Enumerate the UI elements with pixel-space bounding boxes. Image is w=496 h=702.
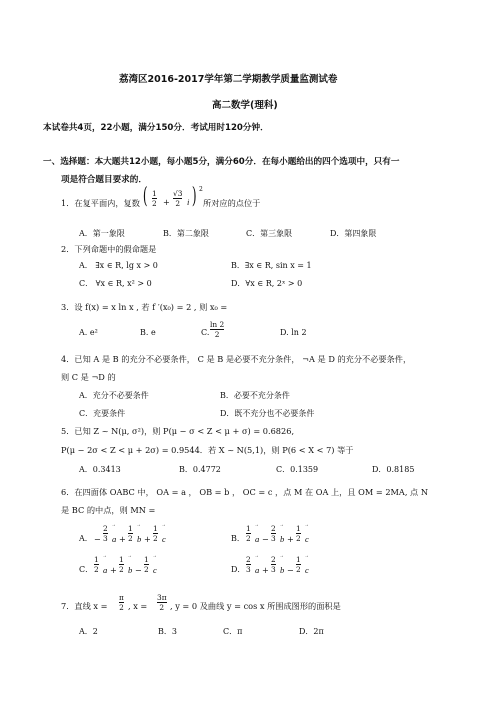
q6-option-b-label: B． — [231, 534, 245, 543]
coefficient-fraction: 2 3 — [271, 524, 276, 544]
q5-option-c: C．0.1359 — [276, 465, 319, 474]
q5-line2: P(μ − 2σ < Z < μ + 2σ) = 0.9544．若 X ~ N(5,1)，则 P(6 < X < 7) 等于 — [61, 445, 354, 455]
q7-stem-mid: , x = — [128, 601, 148, 611]
coefficient-fraction: 1 2 — [153, 524, 158, 544]
coefficient-fraction: 1 2 — [119, 555, 124, 575]
coefficient-fraction: 2 3 — [271, 555, 276, 575]
q1-option-c: C．第三象限 — [246, 229, 293, 238]
coefficient-fraction: 1 2 — [144, 555, 149, 575]
sign: + — [144, 534, 151, 544]
q3-option-c-label: C. — [201, 328, 210, 337]
sign: + — [262, 565, 269, 575]
q1-option-b: B．第二象限 — [163, 229, 209, 238]
coefficient-fraction: 1 2 — [296, 524, 301, 544]
section-heading-line1: 一、选择题：本大题共12小题，每小题5分，满分60分．在每小题给出的四个选项中，只有一 — [43, 157, 400, 167]
q1-plus: + — [163, 197, 170, 207]
sign: − — [262, 534, 269, 544]
q2-option-c: C． ∀x ∈ R, x² > 0 — [79, 279, 152, 288]
q1-option-a: A．第一象限 — [79, 229, 125, 238]
sign: − — [287, 565, 294, 575]
sign: + — [119, 534, 126, 544]
q2-option-d: D．∀x ∈ R, 2ˣ > 0 — [231, 279, 303, 288]
exam-info: 本试卷共4页，22小题，满分150分．考试用时120分钟． — [43, 123, 269, 133]
coefficient-fraction: 1 2 — [128, 524, 133, 544]
q7-option-c: C．π — [223, 627, 243, 636]
q7-fraction-3pi-over-2: 3π 2 — [157, 593, 167, 613]
q5-option-a: A．0.3413 — [79, 465, 121, 474]
q6-line1: 6．在四面体 OABC 中， OA = a ， OB = b ， OC = c ，点 M 在 OA 上，且 OM = 2MA, 点 N — [61, 487, 428, 497]
q4-line1: 4．已知 A 是 B 的充分不必要条件， C 是 B 是必要不充分条件， ¬A 是 D 的充分不必要条件， — [61, 354, 412, 364]
q1-left-paren: ( — [142, 184, 148, 209]
q4-line2: 则 C 是 ¬D 的 — [61, 372, 116, 382]
sign: + — [110, 565, 117, 575]
q6-line2: 是 BC 的中点，则 MN = — [61, 505, 156, 515]
q4-option-b: B．必要不充分条件 — [220, 391, 290, 400]
q1-stem: 1．在复平面内，复数 — [61, 198, 140, 208]
q5-line1: 5．已知 Z ~ N(μ, σ²)，则 P(μ − σ < Z < μ + σ) = 0.6826, — [61, 426, 295, 436]
q7-option-a: A．2 — [79, 627, 98, 636]
exam-title: 荔湾区2016-2017学年第二学期教学质量监测试卷 — [119, 74, 338, 85]
exam-page: 荔湾区2016-2017学年第二学期教学质量监测试卷 高二数学(理科) 本试卷共4页，22小题，满分150分．考试用时120分钟． 一、选择题：本大题共12小题，每小题5分，满分60分．在每小题给出的四个选项中，只有一 项是符合题目要求的． 1．在复平面内，复数 ( 1 2 + √3 2 i ) 2 所对应的点位于 A．第一象限 B．第二象限 C．第三象限 D．第四象限 2．下列命题中的假命题是 A． ∃x ∈ R, lg x > 0 B．∃x ∈ R, sin x = 1 C． ∀x ∈ R, x² > 0 D．∀x ∈ R, 2ˣ > 0 3．设 f(x) = x ln x , 若 f ′(x₀) = 2 , 则 x₀ = A. e² B. e C. ln 2 2 D. ln 2 4．已知 A 是 B 的充分不必要条件， C 是 B 是必要不充分条件， ¬A 是 D 的充分不必要条件， 则 C 是 ¬D 的 A．充分不必要条件 B．必要不充分条件 C．充要条件 D．既不充分也不必要条件 5．已知 Z ~ N(μ, σ²)，则 P(μ − σ < Z < μ + σ) = 0.6826, P(μ − 2σ < Z < μ + 2σ) = 0.9544．若 X ~ N(5,1)，则 P(6 < X < 7) 等于 A．0.3413 B．0.4772 C．0.1359 D．0.8185 6．在四面体 OABC 中， OA = a ， OB = b ， OC = c ，点 M 在 OA 上，且 OM = 2MA, 点 N 是 BC 的中点，则 MN = A． − 2 3 → a + 1 2 → b + 1 2 → c B． 1 2 → a − 2 3 → b + 1 2 → c C． 1 2 → a + 1 2 → b − 1 2 → c D． 2 3 → a + 2 3 → b − 1 2 → c 7．直线 x = π 2 , x = 3π 2 , y = 0 及曲线 y = cos x 所围成图形的面积是 A．2 B．3 C．π D．2π — [43, 74, 428, 636]
q6-option-d-label: D． — [231, 565, 246, 574]
coefficient-fraction: 1 2 — [246, 524, 251, 544]
q4-option-a: A．充分不必要条件 — [79, 391, 149, 400]
q7-fraction-pi-over-2: π 2 — [119, 593, 124, 613]
q1-fraction-sqrt3: √3 2 — [173, 189, 183, 209]
q3-option-d: D. ln 2 — [280, 328, 307, 337]
q6-option-c-label: C． — [79, 565, 94, 574]
q1-fraction-half: 1 2 — [152, 189, 157, 209]
section-heading-line2: 项是符合题目要求的． — [61, 175, 147, 185]
q3-option-a: A. e² — [79, 328, 98, 337]
coefficient-fraction: 2 3 — [103, 524, 108, 544]
q1-imaginary-unit: i — [187, 197, 190, 207]
q6-option-a-label: A． — [79, 534, 93, 543]
q3-stem: 3．设 f(x) = x ln x , 若 f ′(x₀) = 2 , 则 x₀ = — [61, 302, 228, 312]
coefficient-fraction: 1 2 — [94, 555, 99, 575]
q2-option-a: A． ∃x ∈ R, lg x > 0 — [79, 261, 158, 270]
sign: − — [135, 565, 142, 575]
q4-option-d: D．既不充分也不必要条件 — [220, 409, 315, 418]
q1-exponent: 2 — [199, 186, 203, 193]
q3-option-c-fraction: ln 2 2 — [210, 320, 225, 340]
coefficient-fraction: 2 3 — [246, 555, 251, 575]
q4-option-c: C．充要条件 — [79, 409, 126, 418]
q7-option-d: D．2π — [299, 627, 324, 636]
q7-stem-pre: 7．直线 x = — [61, 601, 108, 611]
q1-option-d: D．第四象限 — [330, 229, 377, 238]
q5-option-d: D．0.8185 — [372, 465, 415, 474]
q3-option-b: B. e — [140, 328, 156, 337]
q1-right-paren: ) — [191, 184, 197, 209]
q7-option-b: B．3 — [158, 627, 177, 636]
exam-subtitle: 高二数学(理科) — [212, 100, 278, 111]
q1-stem-tail: 所对应的点位于 — [203, 198, 261, 208]
q2-option-b: B．∃x ∈ R, sin x = 1 — [231, 261, 312, 270]
coefficient-fraction: 1 2 — [296, 555, 301, 575]
sign: + — [287, 534, 294, 544]
q5-option-b: B．0.4772 — [179, 465, 221, 474]
q7-stem-tail: , y = 0 及曲线 y = cos x 所围成图形的面积是 — [170, 601, 341, 611]
sign: − — [94, 534, 101, 544]
q2-stem: 2．下列命题中的假命题是 — [61, 244, 157, 254]
